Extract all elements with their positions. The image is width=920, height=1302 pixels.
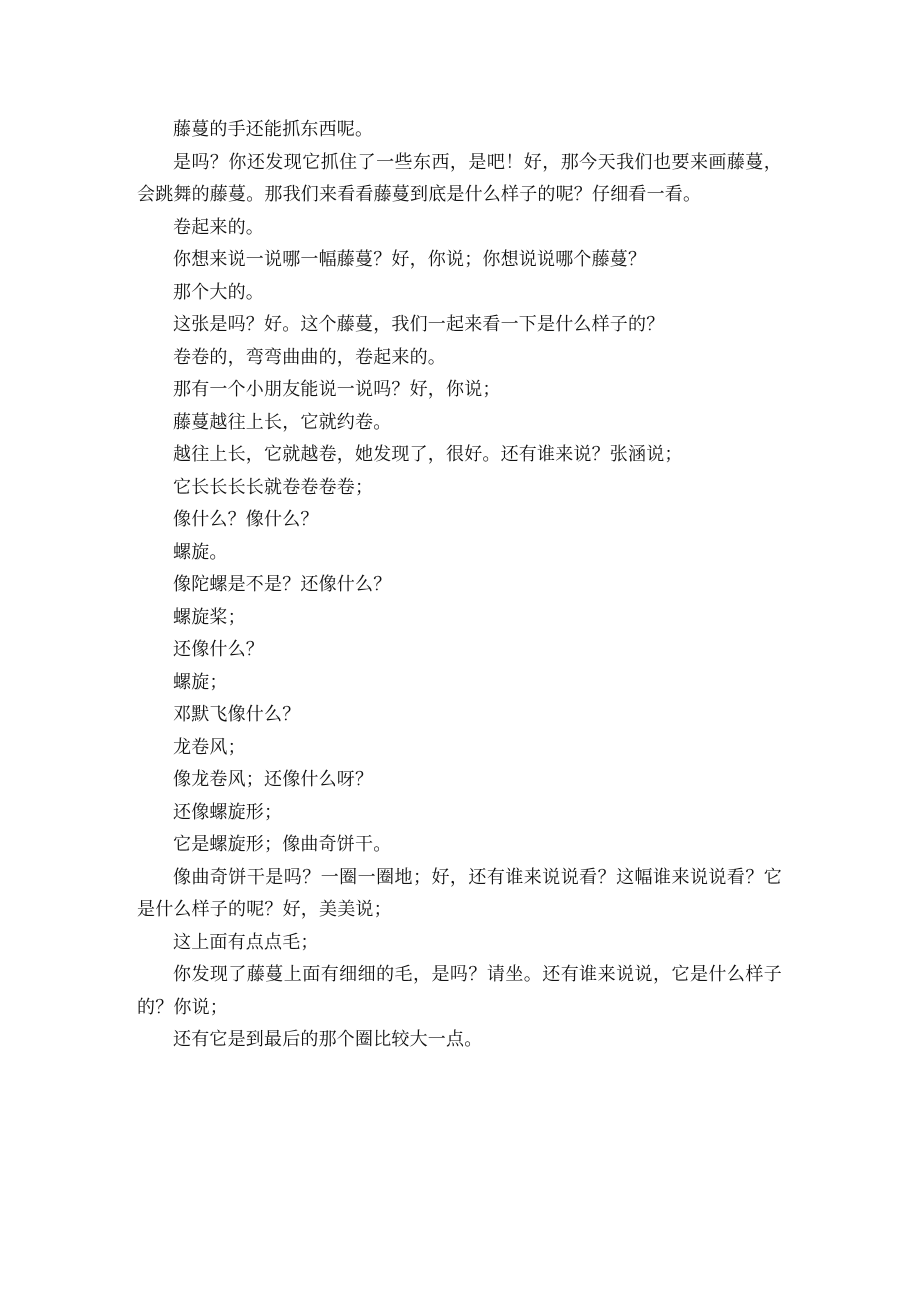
paragraph: 像陀螺是不是？还像什么？ — [173, 574, 392, 595]
paragraph: 那个大的。 — [173, 281, 264, 303]
paragraph: 邓默飞像什么？ — [173, 704, 301, 725]
paragraph: 那有一个小朋友能说一说吗？好，你说； — [173, 379, 501, 400]
paragraph: 这上面有点点毛； — [173, 931, 319, 953]
paragraph: 藤蔓的手还能抓东西呢。 — [173, 119, 374, 140]
paragraph: 它是螺旋形；像曲奇饼干。 — [173, 834, 392, 855]
paragraph: 螺旋； — [173, 671, 228, 693]
paragraph: 还有它是到最后的那个圈比较大一点。 — [173, 1029, 483, 1050]
paragraph: 卷卷的，弯弯曲曲的，卷起来的。 — [173, 346, 446, 368]
paragraph: 藤蔓越往上长，它就约卷。 — [173, 411, 392, 433]
paragraph: 它长长长长就卷卷卷卷； — [173, 476, 374, 498]
paragraph: 像龙卷风；还像什么呀？ — [173, 769, 374, 790]
paragraph: 像曲奇饼干是吗？一圈一圈地；好，还有谁来说说看？这幅谁来说说看？它是什么样子的呢？好，美美说； — [137, 866, 782, 920]
paragraph: 还像螺旋形； — [173, 801, 283, 823]
paragraph: 是吗？你还发现它抓住了一些东西，是吧！好，那今天我们也要来画藤蔓，会跳舞的藤蔓。那我们来看看藤蔓到底是什么样子的呢？仔细看一看。 — [137, 151, 782, 205]
paragraph: 还像什么？ — [173, 639, 264, 660]
paragraph: 你发现了藤蔓上面有细细的毛，是吗？请坐。还有谁来说说，它是什么样子的？你说； — [137, 964, 782, 1018]
paragraph: 这张是吗？好。这个藤蔓，我们一起来看一下是什么样子的？ — [173, 314, 665, 335]
paragraph: 卷起来的。 — [173, 216, 264, 238]
paragraph: 螺旋。 — [173, 541, 228, 563]
paragraph: 像什么？像什么？ — [173, 509, 319, 530]
paragraph: 龙卷风； — [173, 736, 246, 758]
paragraph: 你想来说一说哪一幅藤蔓？好，你说；你想说说哪个藤蔓？ — [173, 249, 647, 270]
document-body — [137, 114, 782, 1057]
paragraph: 螺旋桨； — [173, 606, 246, 628]
paragraph: 越往上长，它就越卷，她发现了，很好。还有谁来说？张涵说； — [173, 444, 683, 465]
